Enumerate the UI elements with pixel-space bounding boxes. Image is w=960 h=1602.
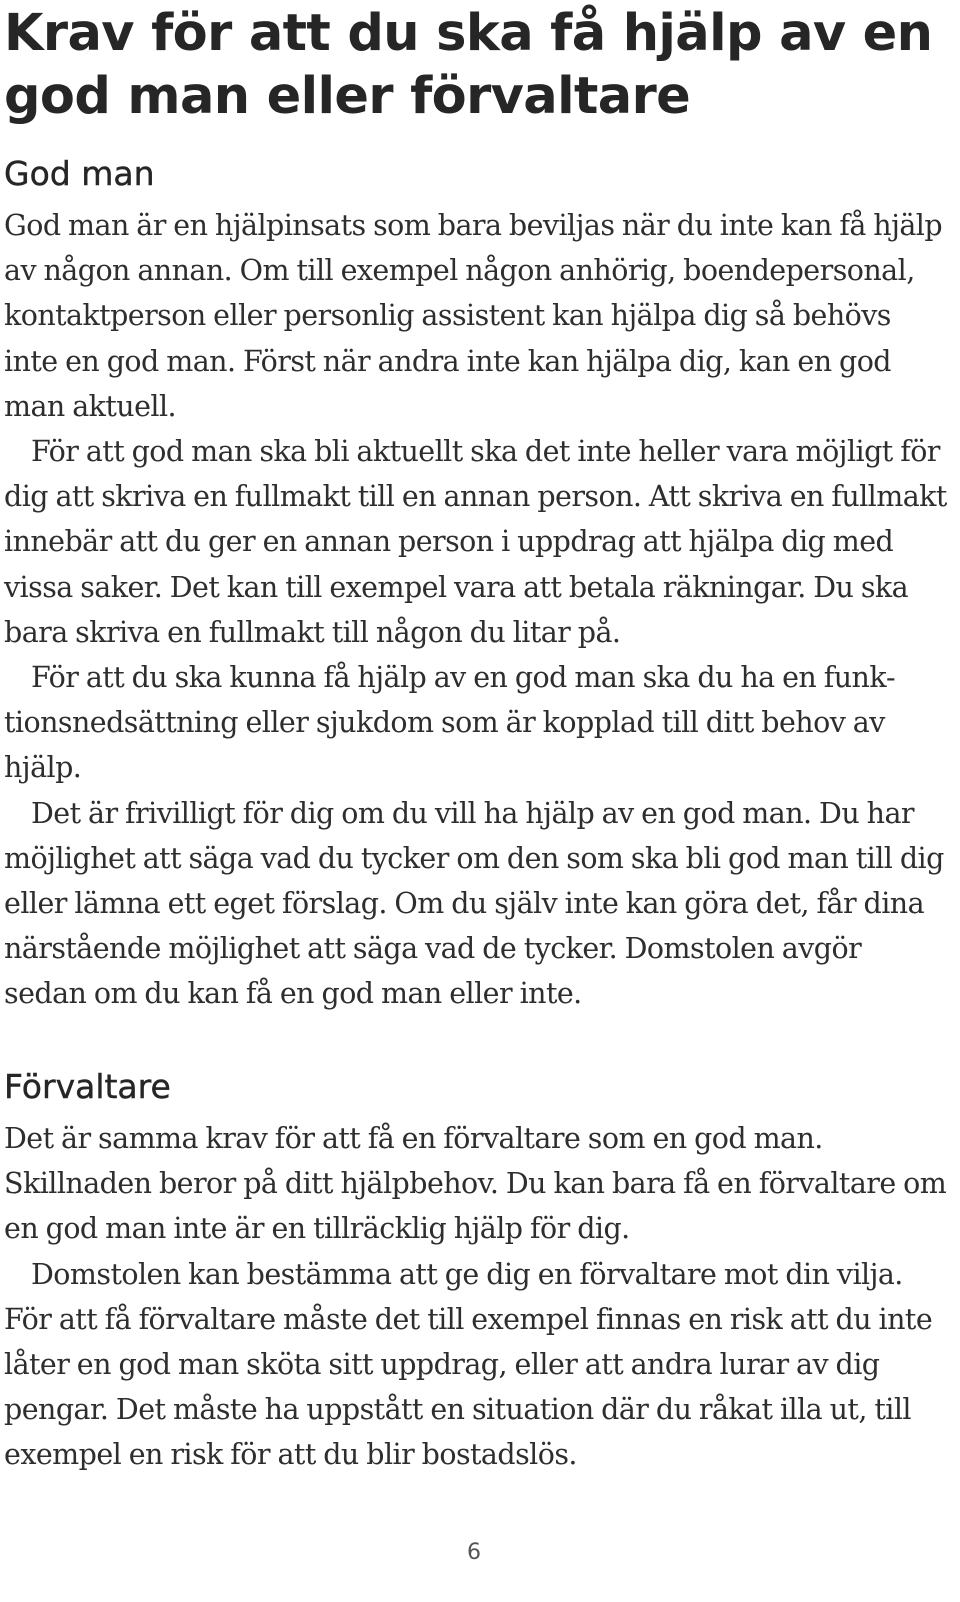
section-body-god-man: [4, 203, 948, 1017]
section-body-forvaltare: [4, 1116, 948, 1478]
section-heading-god-man: God man: [4, 154, 155, 193]
page-title: Krav för att du ska få hjälp av en god man eller förvaltare: [4, 4, 933, 126]
paragraph: För att god man ska bli aktuellt ska det inte heller vara möjligt för dig att skriva en fullmakt till en annan person. Att skriva en fullmakt innebär att du ger en annan person i uppdrag att hjälpa dig med vissa saker. Det kan till exempel vara att betala räkningar. Du ska bara skriva en fullmakt till någon du litar på.: [4, 435, 947, 649]
paragraph: Det är frivilligt för dig om du vill ha hjälp av en god man. Du har möjlighet att säga vad du tycker om den som ska bli god man till dig eller lämna ett eget förslag. Om du själv inte kan göra det, får dina närstående möjlighet att säga vad de tycker. Domstolen avgör sedan om du kan få en god man eller inte.: [4, 796, 944, 1011]
paragraph: Det är samma krav för att få en förvaltare som en god man. Skillnaden beror på ditt hjälpbehov. Du kan bara få en förvaltare om en god man inte är en tillräcklig hjälp för dig.: [4, 1122, 947, 1246]
paragraph: God man är en hjälpinsats som bara beviljas när du inte kan få hjälp av någon annan. Om till exempel någon anhörig, boendepersonal, kontaktperson eller personlig assistent kan hjälpa dig så behövs inte en god man. Först när andra inte kan hjälpa dig, kan en god man aktuell.: [4, 209, 943, 423]
section-heading-forvaltare: Förvaltare: [4, 1067, 171, 1106]
paragraph: Domstolen kan bestämma att ge dig en förvaltare mot din vilja. För att få förvaltare måste det till exempel finnas en risk att du inte låter en god man sköta sitt uppdrag, eller att andra lurar av dig pengar. Det måste ha uppstått en situation där du råkat illa ut, till exempel en risk för att du blir bostadslös.: [4, 1257, 933, 1472]
paragraph: För att du ska kunna få hjälp av en god man ska du ha en funktionsnedsättning eller sjukdom som är kopplad till ditt behov av hjälp.: [4, 661, 896, 785]
page-number: 6: [467, 1540, 481, 1565]
